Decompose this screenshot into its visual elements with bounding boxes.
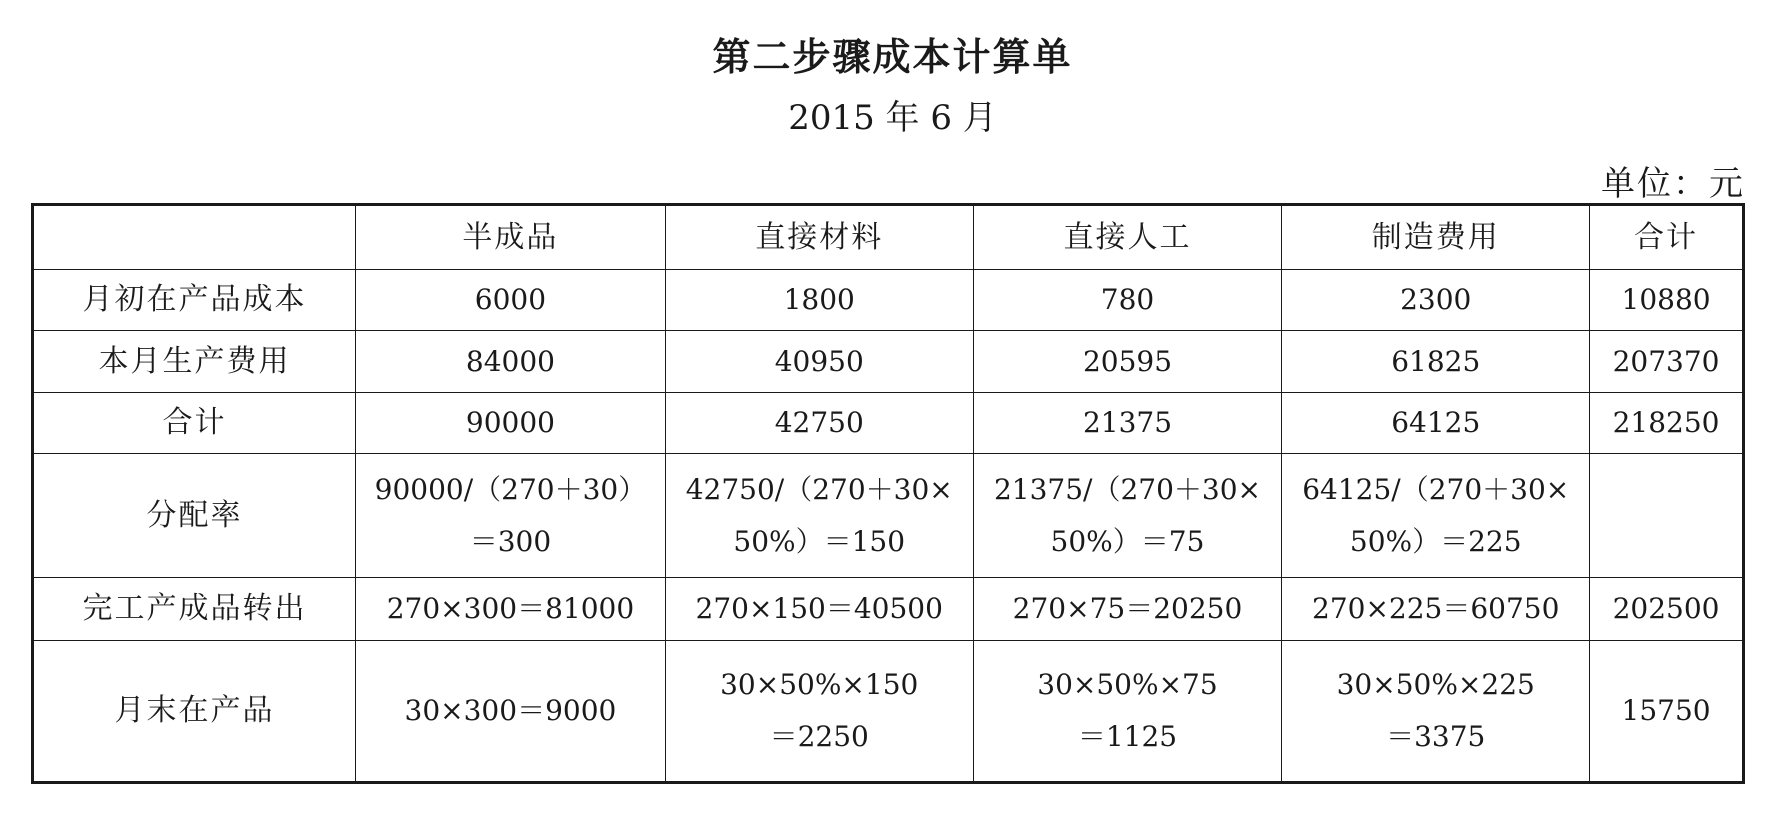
table-row — [33, 454, 1744, 578]
column-header-blank — [33, 205, 356, 270]
cell-text-line: 1800 — [783, 283, 855, 316]
column-header-direct-materials: 直接材料 — [665, 205, 973, 270]
cell-direct-labor — [973, 331, 1282, 393]
cell-text-line: 270×75＝20250 — [1012, 592, 1243, 625]
cell-text-line: 10880 — [1621, 283, 1711, 316]
cell-text-line: ＝1125 — [1077, 720, 1178, 753]
cell-total — [1590, 270, 1744, 331]
row-label: 月初在产品成本 — [33, 270, 356, 331]
cell-text-line: 270×225＝60750 — [1312, 592, 1560, 625]
cell-text-line: ＝300 — [469, 524, 552, 558]
cell-text-line: 270×150＝40500 — [695, 592, 943, 625]
cell-text-line: 270×300＝81000 — [386, 592, 635, 625]
cell-text-line: 90000 — [465, 406, 555, 439]
cell-text-line: 30×50%×150 — [720, 668, 919, 701]
row-label: 月末在产品 — [33, 641, 356, 783]
cell-total — [1590, 641, 1744, 783]
cost-calculation-table — [31, 203, 1745, 784]
table-header-row — [33, 205, 1744, 270]
cell-text-line: 42750 — [774, 406, 864, 439]
cell-text-line: 50%）＝150 — [733, 524, 906, 558]
cell-direct-materials — [665, 270, 973, 331]
date-line: 2015 年 6 月 — [788, 98, 997, 138]
cell-total — [1590, 454, 1744, 578]
page-title: 第二步骤成本计算单 — [712, 35, 1073, 79]
cell-text-line: 21375/（270＋30× — [993, 472, 1261, 506]
cell-text-line: 780 — [1100, 283, 1155, 316]
cell-semi-finished — [355, 578, 665, 641]
row-label: 分配率 — [33, 454, 356, 578]
cell-semi-finished — [355, 454, 665, 578]
cell-semi-finished — [355, 270, 665, 331]
table-row — [33, 578, 1744, 641]
cell-text-line: 42750/（270＋30× — [685, 472, 953, 506]
cell-text-line: 2300 — [1400, 283, 1472, 316]
cell-text-line: 40950 — [774, 344, 864, 378]
table-row — [33, 393, 1744, 454]
cell-semi-finished — [355, 393, 665, 454]
table-row — [33, 331, 1744, 393]
cell-text-line: ＝2250 — [769, 720, 869, 753]
cell-text-line: 21375 — [1082, 406, 1173, 439]
cell-text-line: 30×50%×225 — [1336, 668, 1535, 701]
unit-label: 单位：元 — [1601, 164, 1745, 204]
cell-overhead — [1282, 641, 1590, 783]
row-label: 完工产成品转出 — [33, 578, 356, 641]
cell-direct-materials — [665, 454, 973, 578]
column-header-total: 合计 — [1590, 205, 1744, 270]
cell-direct-materials — [665, 331, 973, 393]
column-header-overhead: 制造费用 — [1282, 205, 1590, 270]
cell-direct-labor — [973, 393, 1282, 454]
cell-text-line: 84000 — [465, 344, 555, 378]
cell-overhead — [1282, 270, 1590, 331]
cell-overhead — [1282, 578, 1590, 641]
table-row — [33, 641, 1744, 783]
cell-total — [1590, 578, 1744, 641]
cell-overhead — [1282, 331, 1590, 393]
cell-direct-materials — [665, 641, 973, 783]
cell-text-line: 202500 — [1612, 592, 1720, 625]
cell-overhead — [1282, 454, 1590, 578]
cell-direct-labor — [973, 641, 1282, 783]
cell-direct-labor — [973, 454, 1282, 578]
cell-total — [1590, 331, 1744, 393]
cell-direct-materials — [665, 393, 973, 454]
row-label: 合计 — [33, 393, 356, 454]
column-header-direct-labor: 直接人工 — [973, 205, 1282, 270]
cell-text-line: 207370 — [1612, 344, 1720, 378]
table-body — [33, 270, 1744, 783]
cell-text-line: 30×300＝9000 — [404, 694, 617, 727]
cell-semi-finished — [355, 331, 665, 393]
cell-text-line: 6000 — [474, 283, 547, 316]
cell-text-line: 218250 — [1612, 406, 1720, 439]
column-header-semi-finished: 半成品 — [355, 205, 665, 270]
cell-text-line: 61825 — [1391, 344, 1481, 378]
cell-text-line: 50%）＝225 — [1349, 524, 1522, 558]
cell-text-line: 30×50%×75 — [1037, 668, 1218, 701]
cell-direct-labor — [973, 270, 1282, 331]
cell-text-line: ＝3375 — [1386, 720, 1486, 753]
cell-semi-finished — [355, 641, 665, 783]
cell-text-line: 20595 — [1082, 344, 1173, 378]
cell-text-line: 15750 — [1621, 694, 1711, 727]
table-row — [33, 270, 1744, 331]
cell-direct-labor — [973, 578, 1282, 641]
cell-text-line: 64125/（270＋30× — [1302, 472, 1570, 506]
cell-direct-materials — [665, 578, 973, 641]
row-label: 本月生产费用 — [33, 331, 356, 393]
cell-text-line: 64125 — [1391, 406, 1481, 439]
cell-total — [1590, 393, 1744, 454]
cell-text-line: 50%）＝75 — [1050, 524, 1205, 558]
cell-text-line: 90000/（270＋30） — [374, 472, 647, 506]
cell-overhead — [1282, 393, 1590, 454]
